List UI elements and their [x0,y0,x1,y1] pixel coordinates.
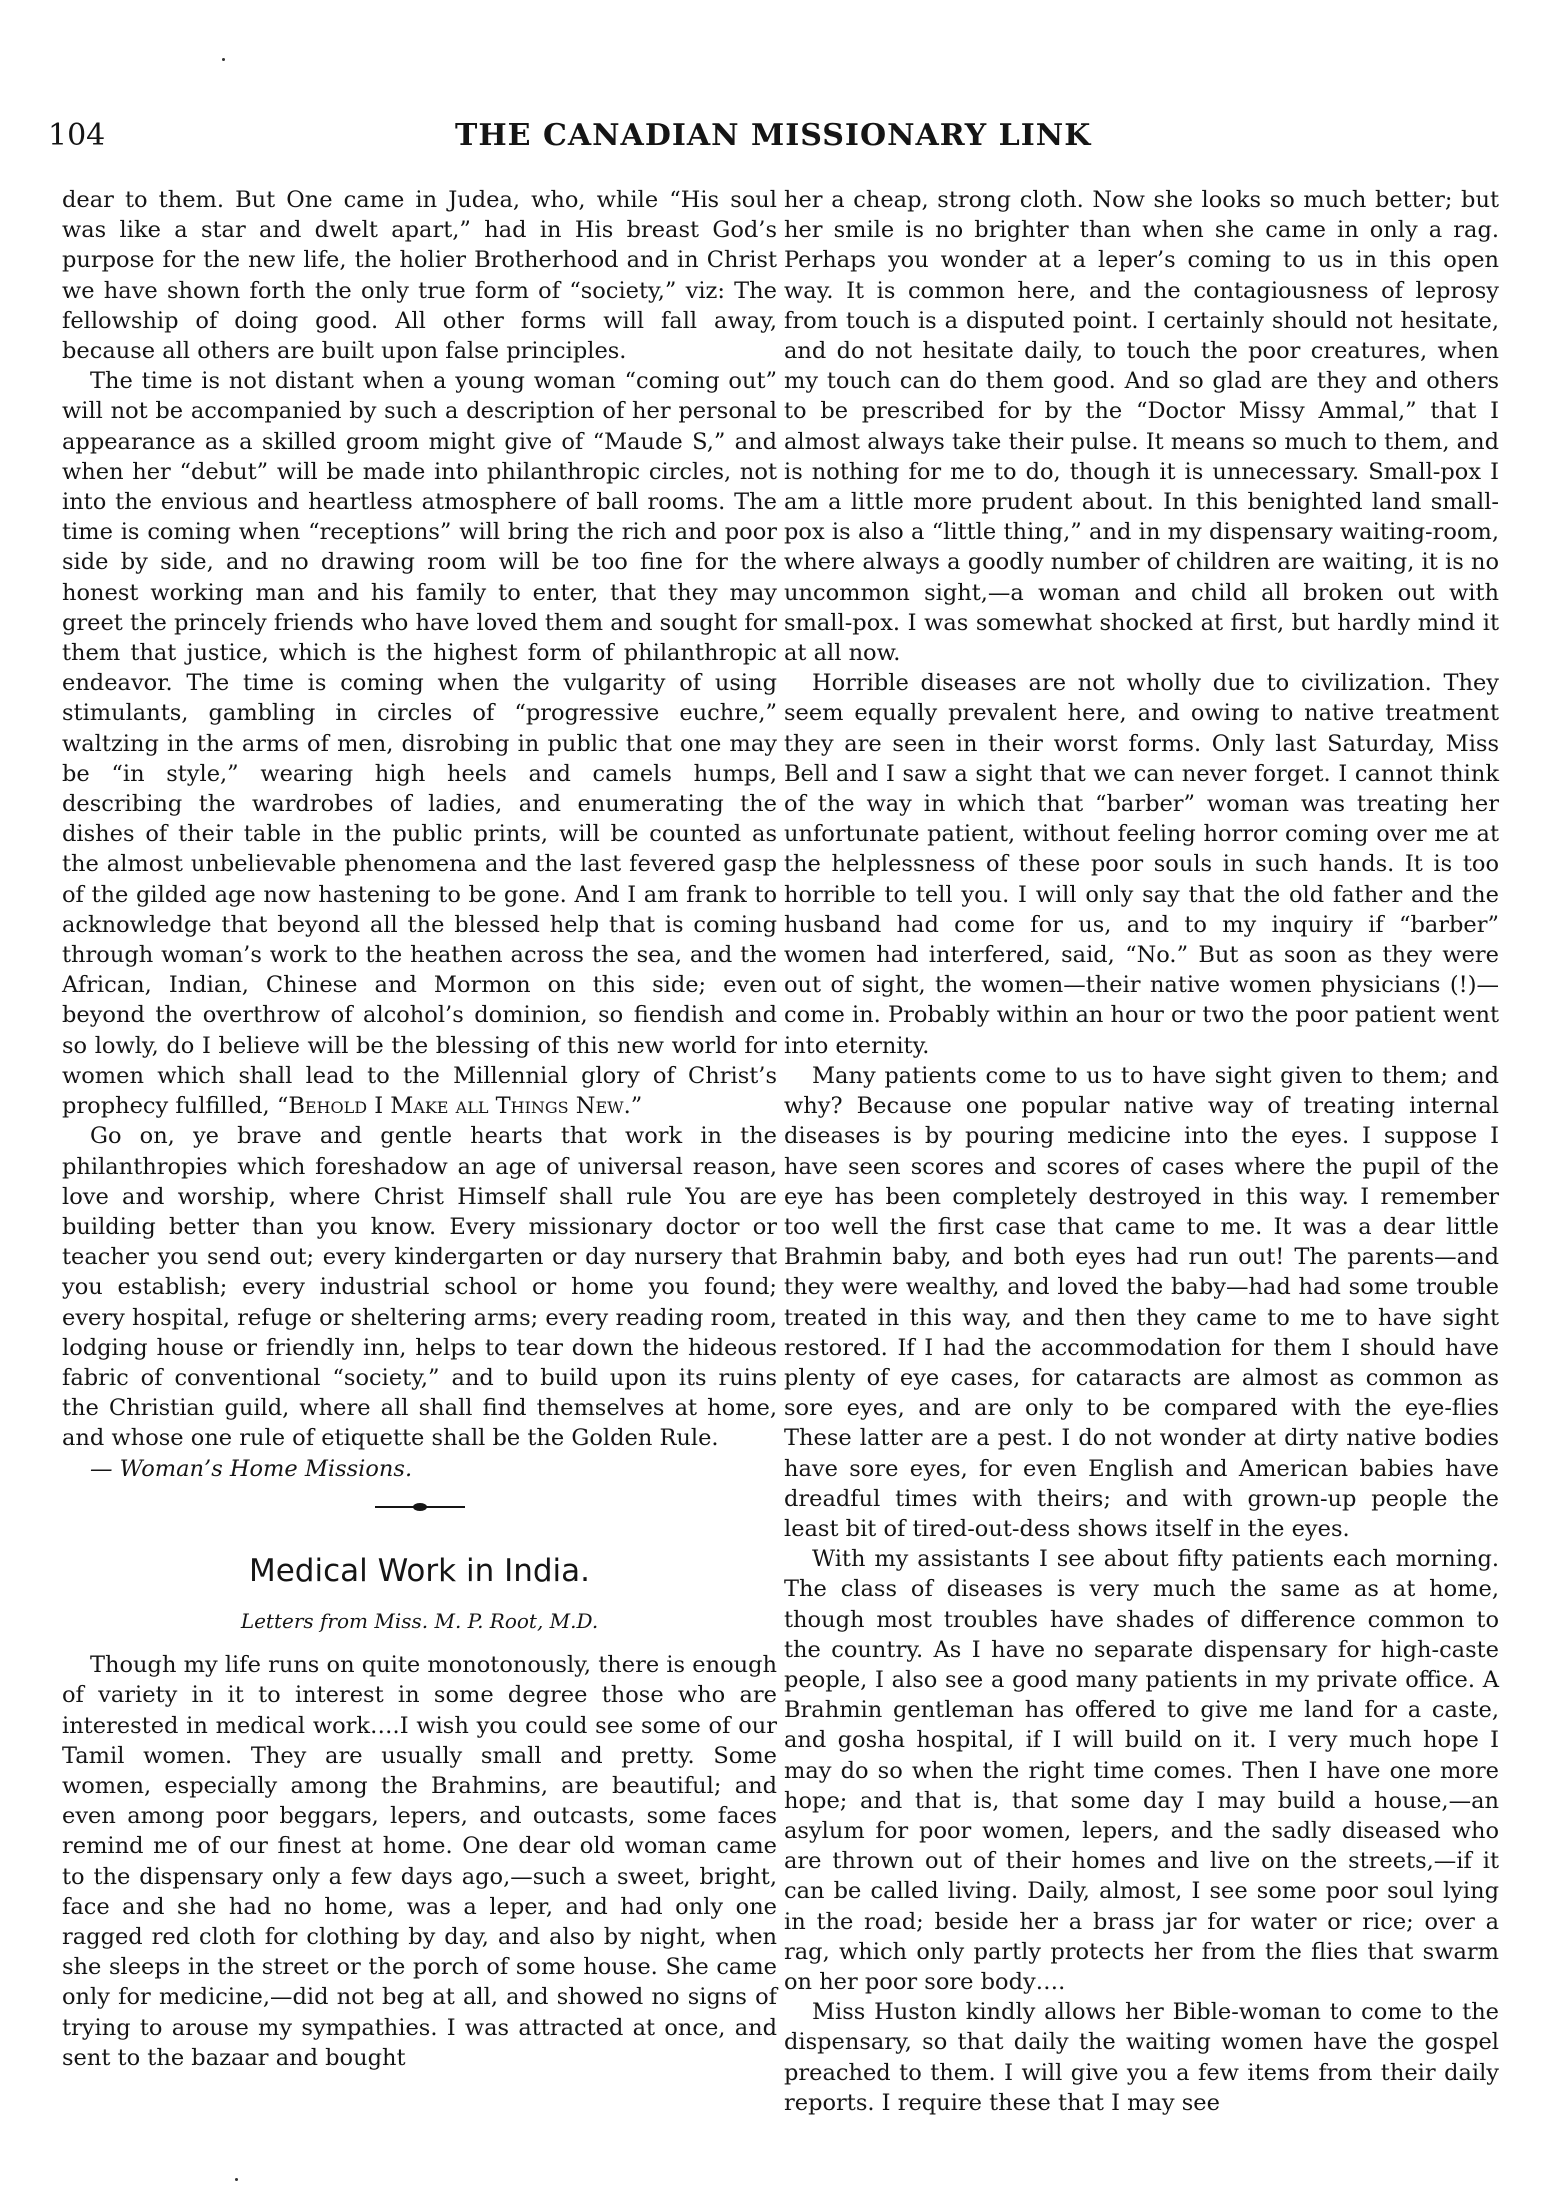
paragraph-text: The time is not distant when a young woman “coming out” will not be accompanied by such a description of her personal appearance as a skilled groom might give of “Maude S,” and when her “debut” will be made into philanthropic circles, not into the envious and heartless atmosphere of ball rooms. The time is coming when “receptions” will bring the rich and poor side by side, and no drawing room will be too fine for the honest working man and his family to enter, that they may greet the princely friends who have loved them and sought for them that justice, which is the highest form of philanthropic endeavor. The time is coming when the vulgarity of using stimulants, gambling in circles of “progressive euchre,” waltzing in the arms of men, disrobing in public that one may be “in style,” wearing high heels and camels humps, describing the wardrobes of ladies, and enumerating the dishes of their table in the public prints, will be counted as the almost unbelievable phenomena and the last fevered gasp of the gilded age now hastening to be gone. And I am frank to acknowledge that beyond all the blessed help that is coming through woman’s work to the heathen across the sea, and the African, Indian, Chinese and Mormon on this side; even beyond the overthrow of alcohol’s dominion, so fiendish and so lowly, do I believe will be the blessing of this new world for women which shall lead to the Millennial glory of Christ’s prophecy fulfilled, “ [62,368,777,1120]
quoted-scripture: Behold I Make all Things New. [288,1093,631,1120]
paper-speck [235,2178,238,2181]
paragraph: Miss Huston kindly allows her Bible-woman to come to the dispensary, so that daily the waiting women have the gospel preached to them. I will give you a few items from their daily reports. I require these that I may see [784,1999,1499,2116]
attribution: — Woman’s Home Missions. [90,1455,413,1482]
running-title: THE CANADIAN MISSIONARY LINK [455,118,1092,153]
left-column [62,185,777,2073]
paper-speck [222,58,225,61]
paragraph: Go on, ye brave and gentle hearts that work in the philanthropies which foreshadow an age of universal reason, love and worship, where Christ Himself shall rule You are building better than you know. Every missionary doctor or teacher you send out; every kindergarten or day nursery that you establish; every industrial school or home you found; every hospital, refuge or sheltering arms; every reading room, lodging house or friendly inn, helps to tear down the hideous fabric of conventional “society,” and to build upon its ruins the Christian guild, where all shall find themselves at home, and whose one rule of etiquette shall be the Golden Rule. [62,1123,777,1452]
byline: Letters from Miss. M. P. Root, M.D. [240,1608,599,1633]
paragraph: With my assistants I see about fifty patients each morning. The class of diseases is very much the same as at home, though most troubles have shades of difference common to the country. As I have no separate dispensary for high-caste people, I also see a good many patients in my private office. A Brahmin gentleman has offered to give me land for a caste, and gosha hospital, if I will build on it. I very much hope I may do so when the right time comes. Then I have one more hope; and that is, that some day I may build a house,—an asylum for poor women, lepers, and the sadly diseased who are thrown out of their homes and live on the streets,—if it can be called living. Daily, almost, I see some poor soul lying in the road; beside her a brass jar for water or rice; over a rag, which only partly protects her from the flies that swarm on her poor sore body…. [784,1546,1499,1995]
paragraph: Many patients come to us to have sight given to them; and why? Because one popular native way of treating internal diseases is by pouring medicine into the eyes. I suppose I have seen scores and scores of cases where the pupil of the eye has been completely destroyed in this way. I remember too well the first case that came to me. It was a dear little Brahmin baby, and both eyes had run out! The parents—and they were wealthy, and loved the baby—had had some trouble treated in this way, and then they came to me to have sight restored. If I had the accommodation for them I should have plenty of eye cases, for cataracts are almost as common as sore eyes, and are only to be compared with the eye-flies These latter are a pest. I do not wonder at dirty native bodies have sore eyes, for even English and American babies have dreadful times with theirs; and with grown-up people the least bit of tired-out-dess shows itself in the eyes. [784,1062,1499,1542]
page-number: 104 [48,118,106,153]
paragraph: Horrible diseases are not wholly due to civilization. They seem equally prevalent here, and owing to native treatment they are seen in their worst forms. Only last Saturday, Miss Bell and I saw a sight that we can never forget. I cannot think of the way in which that “barber” woman was treating her unfortunate patient, without feeling horror coming over me at the helplessness of these poor souls in such hands. It is too horrible to tell you. I will only say that the old father and the husband had come for us, and to my inquiry if “barber” women had interfered, said, “No.” But as soon as they were out of sight, the women—their native women physicians (!)—come in. Probably within an hour or two the poor patient went into eternity. [784,670,1500,1059]
article-title: Medical Work in India. [248,1552,590,1589]
paragraph: Though my life runs on quite monotonously, there is enough of variety in it to interest in some degree those who are interested in medical work….I wish you could see some of our Tamil women. They are usually small and pretty. Some women, especially among the Brahmins, are beautiful; and even among poor beggars, lepers, and outcasts, some faces remind me of our finest at home. One dear old woman came to the dispensary only a few days ago,—such a sweet, bright, face and she had no home, was a leper, and had only one ragged red cloth for clothing by day, and also by night, when she sleeps in the street or the porch of some house. She came only for medicine,—did not beg at all, and showed no signs of trying to arouse my sympathies. I was attracted at once, and sent to the bazaar and bought [62,1652,777,2071]
paragraph [62,366,777,1121]
section-divider [375,1506,465,1508]
paragraph: dear to them. But One came in Judea, who, while “His soul was like a star and dwelt apart,” had in His breast God’s purpose for the new life, the holier Brotherhood and in Christ we have shown forth the only true form of “society,” viz: The fellowship of doing good. All other forms will fall away, because all others are built upon false principles. [62,187,777,365]
paragraph: her a cheap, strong cloth. Now she looks so much better; but her smile is no brighter than when she came in only a rag. Perhaps you wonder at a leper’s coming to us in this open way. It is common here, and the contagiousness of leprosy from touch is a disputed point. I certainly should not hesitate, and do not hesitate daily, to touch the poor creatures, when my touch can do them good. And so glad are they and others to be prescribed for by the “Doctor Missy Ammal,” that I almost always take their pulse. It means so much to them, and is nothing for me to do, though it is unnecessary. Small-pox I am a little more prudent about. In this benighted land small-pox is also a “little thing,” and in my dispensary waiting-room, where always a goodly number of children are waiting, it is no uncommon sight,—a woman and child all broken out with small-pox. I was somewhat shocked at first, but hardly mind it at all now. [784,187,1499,667]
closing-quote: ” [630,1093,643,1120]
right-column [784,185,1499,2118]
